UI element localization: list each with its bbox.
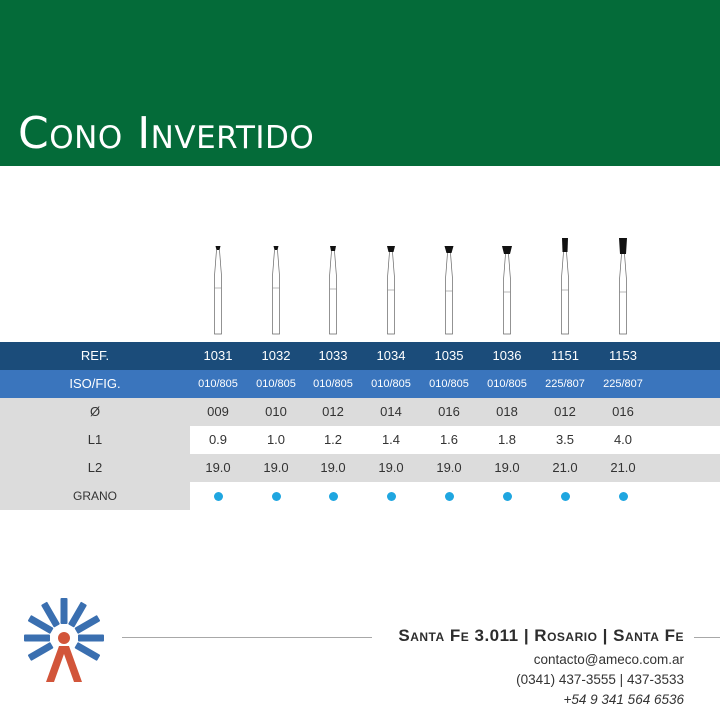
ref-cell: 1033 — [318, 348, 348, 363]
iso-row — [0, 370, 720, 398]
iso-cell: 225/807 — [603, 378, 643, 390]
diameter-cell: 014 — [380, 404, 402, 419]
diameter-cell: 012 — [322, 404, 344, 419]
header-banner — [0, 0, 720, 166]
diameter-cell: 009 — [207, 404, 229, 419]
bur-icon — [381, 226, 401, 336]
iso-cell: 010/805 — [371, 378, 411, 390]
iso-cell: 010/805 — [198, 378, 238, 390]
ref-cell: 1031 — [203, 348, 233, 363]
l1-cell: 4.0 — [613, 432, 633, 447]
l1-cell: 1.2 — [323, 432, 343, 447]
ref-cell: 1153 — [609, 348, 637, 363]
page-title: Cono Invertido — [18, 108, 315, 159]
grano-dot — [536, 482, 594, 510]
bur-icon — [497, 226, 517, 336]
bur-icon — [266, 226, 286, 336]
ref-cell: 1151 — [551, 348, 579, 363]
bur-icon — [208, 226, 228, 336]
grano-dot — [420, 482, 478, 510]
grano-dot — [189, 482, 247, 510]
diameter-label: Ø — [89, 404, 101, 419]
l1-cell: 3.5 — [555, 432, 575, 447]
bur-icon — [323, 226, 343, 336]
ref-cell: 1036 — [492, 348, 522, 363]
l1-cell: 0.9 — [208, 432, 228, 447]
grano-dot — [478, 482, 536, 510]
ref-cell: 1035 — [434, 348, 464, 363]
l2-cell: 21.0 — [552, 460, 578, 475]
l1-cell: 1.0 — [266, 432, 286, 447]
l1-row — [0, 426, 720, 454]
bur-illustrations — [0, 228, 720, 340]
grano-dot — [362, 482, 420, 510]
iso-cell: 010/805 — [256, 378, 296, 390]
l1-cell: 1.6 — [439, 432, 459, 447]
l2-label: L2 — [87, 460, 103, 475]
email-text: contacto@ameco.com.ar — [533, 652, 684, 667]
l2-cell: 19.0 — [263, 460, 289, 475]
diameter-cell: 016 — [612, 404, 634, 419]
l1-label: L1 — [0, 426, 190, 454]
ref-cell: 1034 — [376, 348, 406, 363]
l2-row — [0, 454, 720, 482]
iso-cell: 010/805 — [429, 378, 469, 390]
grano-dot-icon — [214, 492, 223, 501]
grano-dot-icon — [619, 492, 628, 501]
diameter-cell: 010 — [265, 404, 287, 419]
iso-label: ISO/FIG. — [69, 376, 121, 391]
diameter-row — [0, 398, 720, 426]
footer-divider-right — [694, 637, 720, 638]
l1-cell: 1.8 — [497, 432, 517, 447]
mobile-text: +54 9 341 564 6536 — [563, 692, 684, 707]
bur-icon — [555, 226, 575, 336]
l2-cell: 19.0 — [205, 460, 231, 475]
ref-row — [0, 342, 720, 370]
grano-dot-icon — [387, 492, 396, 501]
grano-dot-icon — [561, 492, 570, 501]
diameter-cell: 016 — [438, 404, 460, 419]
address-text: Santa Fe 3.011 | Rosario | Santa Fe — [398, 626, 684, 645]
l1-cell: 1.4 — [381, 432, 401, 447]
diameter-cell: 018 — [496, 404, 518, 419]
l2-cell: 21.0 — [610, 460, 636, 475]
grano-dot — [594, 482, 652, 510]
l2-cell: 19.0 — [494, 460, 520, 475]
phone-text: (0341) 437-3555 | 437-3533 — [516, 672, 684, 687]
grano-dot-icon — [445, 492, 454, 501]
footer-divider-left — [122, 637, 372, 638]
l2-cell: 19.0 — [320, 460, 346, 475]
iso-cell: 010/805 — [487, 378, 527, 390]
l2-cell: 19.0 — [436, 460, 462, 475]
l2-cell: 19.0 — [378, 460, 404, 475]
diameter-cell: 012 — [554, 404, 576, 419]
grano-dot — [304, 482, 362, 510]
iso-cell: 225/807 — [545, 378, 585, 390]
ameco-logo-icon — [18, 594, 110, 686]
iso-cell: 010/805 — [313, 378, 353, 390]
bur-icon — [439, 226, 459, 336]
ref-label: REF. — [80, 348, 110, 363]
grano-dot — [247, 482, 305, 510]
grano-row — [0, 482, 720, 510]
grano-dot-icon — [272, 492, 281, 501]
grano-label: GRANO — [0, 482, 190, 510]
grano-dot-icon — [329, 492, 338, 501]
ref-cell: 1032 — [261, 348, 291, 363]
grano-dot-icon — [503, 492, 512, 501]
bur-icon — [613, 226, 633, 336]
